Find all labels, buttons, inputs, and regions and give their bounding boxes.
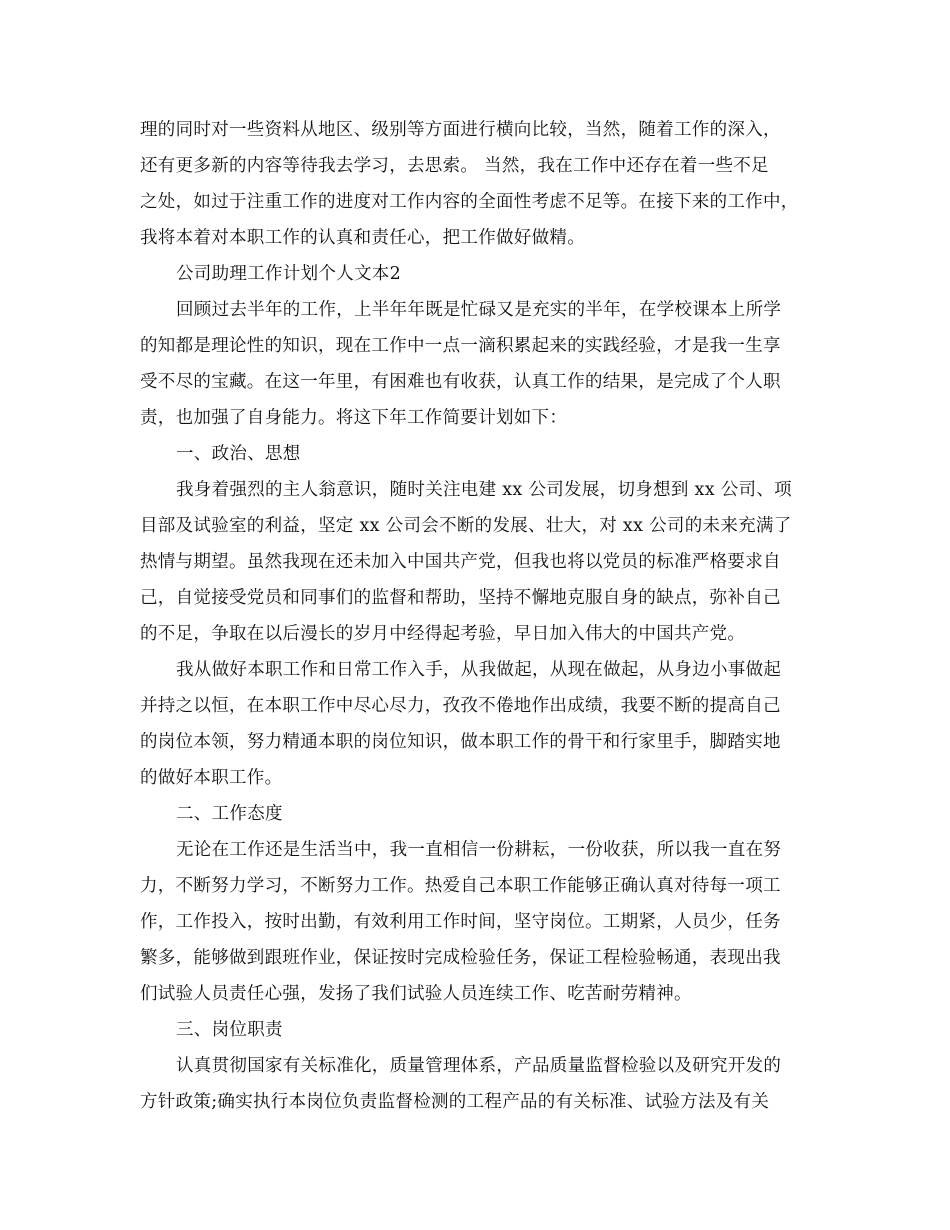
text-line: 回顾过去半年的工作，上半年年既是忙碌又是充实的半年，在学校课本上所学 [176,300,782,320]
text-line: 我从做好本职工作和日常工作入手，从我做起，从现在做起，从身边小事做起 [176,660,782,680]
text-line: 目部及试验室的利益，坚定 xx 公司会不断的发展、壮大，对 xx 公司的未来充满了 [140,516,792,536]
text-line: 们试验人员责任心强，发扬了我们试验人员连续工作、吃苦耐劳精神。 [140,984,692,1004]
section-heading: 二、工作态度 [176,804,283,824]
section-heading: 一、政治、思想 [176,444,301,464]
section-heading: 三、岗位职责 [176,1020,283,1040]
text-line: 的做好本职工作。 [140,768,283,788]
section-heading: 公司助理工作计划个人文本2 [176,264,402,284]
text-line: 之处，如过于注重工作的进度对工作内容的全面性考虑不足等。在接下来的工作中， [140,192,799,212]
text-line: 己，自觉接受党员和同事们的监督和帮助，坚持不懈地克服自身的缺点，弥补自己 [140,588,781,608]
text-line: 力，不断努力学习，不断努力工作。热爱自己本职工作能够正确认真对待每一项工 [140,876,781,896]
text-line: 作，工作投入，按时出勤，有效利用工作时间，坚守岗位。工期紧，人员少，任务 [140,912,781,932]
text-line: 理的同时对一些资料从地区、级别等方面进行横向比较，当然，随着工作的深入， [140,120,781,140]
text-line: 无论在工作还是生活当中，我一直相信一份耕耘，一份收获，所以我一直在努 [176,840,782,860]
text-line: 的岗位本领，努力精通本职的岗位知识，做本职工作的骨干和行家里手，脚踏实地 [140,732,781,752]
text-line: 的不足，争取在以后漫长的岁月中经得起考验，早日加入伟大的中国共产党。 [140,624,746,644]
text-line: 繁多，能够做到跟班作业，保证按时完成检验任务，保证工程检验畅通，表现出我 [140,948,781,968]
text-line: 我将本着对本职工作的认真和责任心，把工作做好做精。 [140,228,585,248]
text-line: 还有更多新的内容等待我去学习，去思索。 当然，我在工作中还存在着一些不足 [140,156,769,176]
text-line: 我身着强烈的主人翁意识，随时关注电建 xx 公司发展，切身想到 xx 公司、项 [176,480,792,500]
text-line: 的知都是理论性的知识，现在工作中一点一滴积累起来的实践经验，才是我一生享 [140,336,781,356]
text-line: 认真贯彻国家有关标准化，质量管理体系，产品质量监督检验以及研究开发的 [176,1056,782,1076]
text-line: 责，也加强了自身能力。将这下年工作简要计划如下： [140,408,568,428]
text-line: 热情与期望。虽然我现在还未加入中国共产党，但我也将以党员的标准严格要求自 [140,552,781,572]
text-line: 并持之以恒，在本职工作中尽心尽力，孜孜不倦地作出成绩，我要不断的提高自己 [140,696,781,716]
text-line: 方针政策;确实执行本岗位负责监督检测的工程产品的有关标准、试验方法及有关 [140,1092,770,1112]
text-line: 受不尽的宝藏。在这一年里，有困难也有收获，认真工作的结果，是完成了个人职 [140,372,781,392]
